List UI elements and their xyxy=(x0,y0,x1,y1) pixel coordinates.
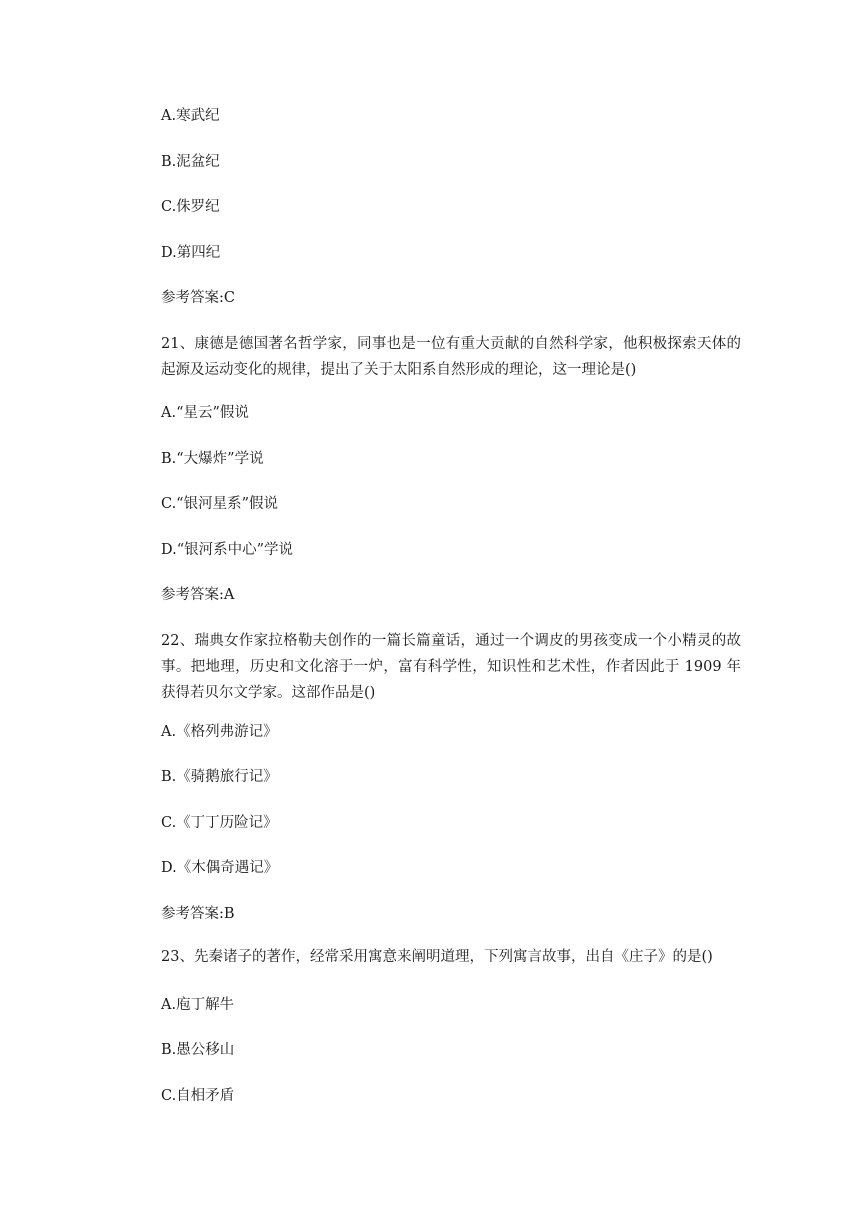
q21-question xyxy=(161,331,741,383)
q21-question-text: 21、康德是德国著名哲学家，同事也是一位有重大贡献的自然科学家，他积极探索天体的起源及运动变化的规律，提出了关于太阳系自然形成的理论，这一理论是() xyxy=(161,336,741,378)
q20-answer: 参考答案:C xyxy=(161,290,235,306)
q22-option-d: D.《木偶奇遇记》 xyxy=(161,860,279,876)
q21-answer: 参考答案:A xyxy=(161,587,235,603)
q21-option-c: C.“银河星系”假说 xyxy=(161,496,279,512)
q22-question-text: 22、瑞典女作家拉格勒夫创作的一篇长篇童话，通过一个调皮的男孩变成一个小精灵的故事。把地理，历史和文化溶于一炉，富有科学性，知识性和艺术性，作者因此于 1909 年获得若贝尔文学家。这部作品是() xyxy=(161,633,741,701)
q20-option-d: D.第四纪 xyxy=(161,245,221,261)
q20-option-b: B.泥盆纪 xyxy=(161,154,220,170)
q23-option-a: A.庖丁解牛 xyxy=(161,997,235,1013)
q20-option-c: C.侏罗纪 xyxy=(161,199,220,215)
q21-option-b: B.“大爆炸”学说 xyxy=(161,451,264,467)
q22-question xyxy=(161,628,741,706)
q23-question: 23、先秦诸子的著作，经常采用寓意来阐明道理，下列寓言故事，出自《庄子》的是() xyxy=(161,949,713,965)
q21-option-d: D.“银河系中心”学说 xyxy=(161,542,294,558)
q21-option-a: A.“星云”假说 xyxy=(161,405,249,421)
q23-option-c: C.自相矛盾 xyxy=(161,1088,235,1104)
q23-option-b: B.愚公移山 xyxy=(161,1042,235,1058)
q22-option-c: C.《丁丁历险记》 xyxy=(161,815,278,831)
q22-option-b: B.《骑鹅旅行记》 xyxy=(161,769,278,785)
q22-answer: 参考答案:B xyxy=(161,906,235,922)
q20-option-a: A.寒武纪 xyxy=(161,108,220,124)
q22-option-a: A.《格列弗游记》 xyxy=(161,724,278,740)
